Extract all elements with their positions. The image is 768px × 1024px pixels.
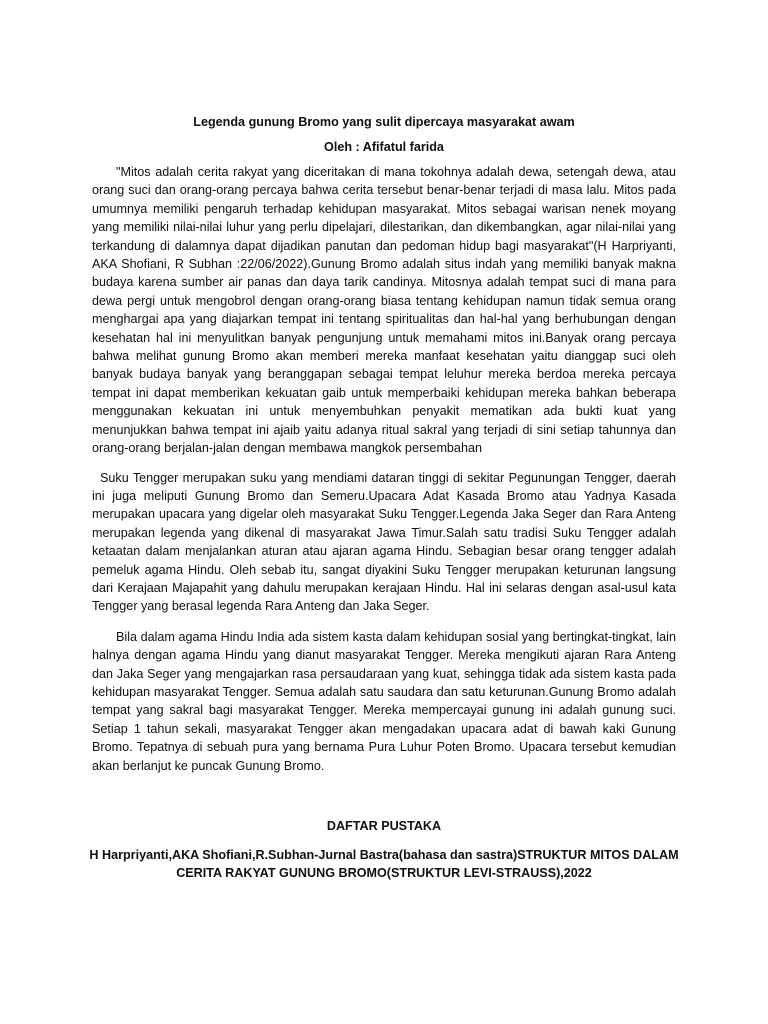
document-title: Legenda gunung Bromo yang sulit dipercaya masyarakat awam: [193, 115, 575, 129]
paragraph-1: "Mitos adalah cerita rakyat yang diceritakan di mana tokohnya adalah dewa, setengah dewa, atau orang suci dan orang-orang percaya bahwa cerita tersebut benar-benar terjadi di masa lalu. Mitos pada umumnya memiliki pengaruh terhadap kehidupan masyarakat. Mitos sebagai warisan nenek moyang yang memiliki nilai-nilai luhur yang perlu dipelajari, dilestarikan, dan dikembangkan, agar nilai-nilai yang terkandung di dalamnya dapat dijadikan panutan dan pedoman hidup bagi masyarakat"(H Harpriyanti, AKA Shofiani, R Subhan :22/06/2022).Gunung Bromo adalah situs indah yang memiliki banyak makna budaya karena sumber air panas dan daya tarik candinya. Mitosnya adalah tempat suci di mana para dewa pergi untuk mengobrol dengan orang-orang biasa tentang kehidupan namun tidak semua orang menghargai apa yang diajarkan tempat ini tentang spiritualitas dan hal-hal yang berhubungan dengan kesehatan hal ini menyulitkan banyak pengunjung untuk memahami mitos ini.Banyak orang percaya bahwa melihat gunung Bromo akan memberi mereka manfaat kesehatan yaitu dianggap suci oleh banyak budaya banyak yang beranggapan sebagai tempat leluhur mereka berdoa mereka percaya tempat ini dapat memberikan kekuatan gaib untuk memperbaiki kehidupan mereka bahkan beberapa menggunakan kekuatan ini untuk menyembuhkan penyakit mematikan ada bukti kuat yang menunjukkan bahwa tempat ini ajaib yaitu adanya ritual sakral yang terjadi di sini setiap tahunnya dan orang-orang berjalan-jalan dengan membawa mangkok persembahan: [92, 165, 676, 456]
paragraph-2: Suku Tengger merupakan suku yang mendiami dataran tinggi di sekitar Pegunungan Tengger, daerah ini juga meliputi Gunung Bromo dan Semeru.Upacara Adat Kasada Bromo atau Yadnya Kasada merupakan upacara yang digelar oleh masyarakat Suku Tengger.Legenda Jaka Seger dan Rara Anteng merupakan legenda yang dikenal di masyarakat Jawa Timur.Salah satu tradisi Suku Tengger adalah ketaatan dalam menjalankan aturan atau ajaran agama Hindu. Sebagian besar orang tengger adalah pemeluk agama Hindu. Oleh sebab itu, sangat diyakini Suku Tengger merupakan keturunan langsung dari Kerajaan Majapahit yang dahulu merupakan kerajaan Hindu. Hal ini selaras dengan asal-usul kata Tengger yang berasal legenda Rara Anteng dan Jaka Seger.: [92, 470, 676, 614]
references-heading: DAFTAR PUSTAKA: [326, 819, 442, 833]
paragraph-3: Bila dalam agama Hindu India ada sistem kasta dalam kehidupan sosial yang bertingkat-tingkat, lain halnya dengan agama Hindu yang dianut masyarakat Tengger. Mereka mengikuti ajaran Rara Anteng dan Jaka Seger yang mengajarkan rasa persaudaraan yang kuat, sehingga tidak ada sistem kasta pada kehidupan masyarakat Tengger. Semua adalah satu saudara dan satu keturunan.Gunung Bromo adalah tempat yang sakral bagi masyarakat Tengger. Mereka mempercayai gunung ini adalah gunung suci. Setiap 1 tahun sekali, masyarakat Tengger akan mengadakan upacara adat di bawah kaki Gunung Bromo. Tepatnya di sebuah pura yang bernama Pura Luhur Poten Bromo. Upacara tersebut kemudian akan berlanjut ke puncak Gunung Bromo.: [92, 629, 676, 773]
document-body: [89, 113, 679, 883]
document-author: Oleh : Afifatul farida: [324, 140, 444, 154]
reference-entry: H Harpriyanti,AKA Shofiani,R.Subhan-Jurnal Bastra(bahasa dan sastra)STRUKTUR MITOS DALAM CERITA RAKYAT GUNUNG BROMO(STRUKTUR LEVI-STRAUSS),2022: [89, 848, 679, 881]
